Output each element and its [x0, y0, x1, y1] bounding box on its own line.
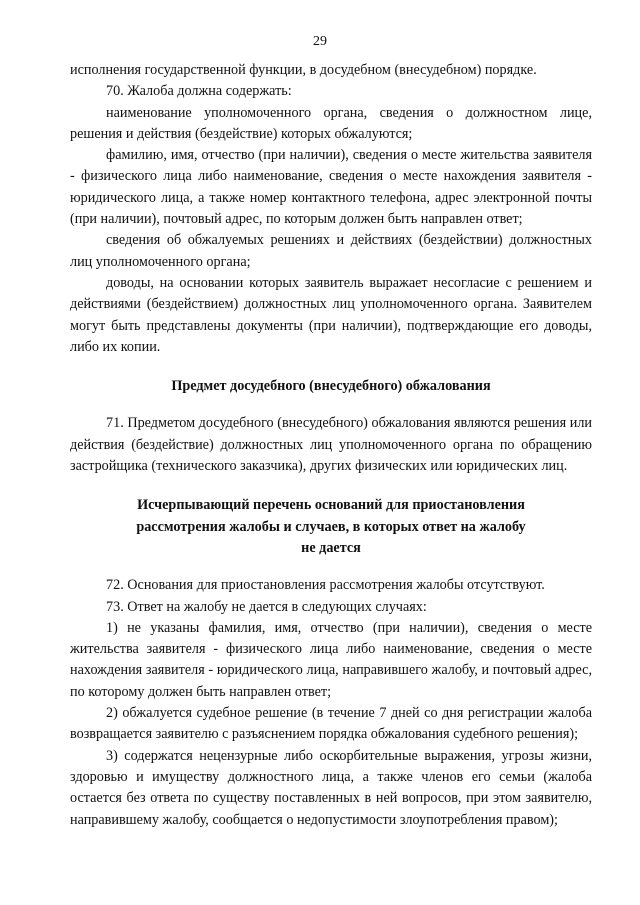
heading-line: рассмотрения жалобы и случаев, в которых ответ на жалобу	[136, 518, 526, 535]
heading-line: Исчерпывающий перечень оснований для приостановления	[137, 497, 525, 514]
paragraph-70-item-1: наименование уполномоченного органа, сведения о должностном лице, решения и действия (бездействие) которых обжалуются;	[70, 104, 592, 142]
section-heading-suspension-grounds	[70, 495, 592, 559]
heading-line: не дается	[301, 539, 361, 556]
paragraph-71: 71. Предметом досудебного (внесудебного) обжалования являются решения или действия (бездействие) должностных лиц уполномоченного органа по обращению застройщика (технического заказчика), других физических или юридических лиц.	[70, 415, 592, 475]
paragraph-73-item-1: 1) не указаны фамилия, имя, отчество (при наличии), сведения о месте жительства заявителя - физического лица либо наименование, сведения о месте нахождения заявителя - юридического лица, направившего жалобу, и почтовый адрес, по которому должен быть направлен ответ;	[70, 619, 592, 700]
paragraph-73: 73. Ответ на жалобу не дается в следующих случаях:	[106, 598, 427, 615]
paragraph-72: 72. Основания для приостановления рассмотрения жалобы отсутствуют.	[106, 577, 545, 594]
paragraph-70: 70. Жалоба должна содержать:	[106, 83, 292, 100]
paragraph-73-item-3: 3) содержатся нецензурные либо оскорбительные выражения, угрозы жизни, здоровью и имуществу должностного лица, а также членов его семьи (жалоба остается без ответа по существу поставленных в ней вопросов, при этом заявителю, направившему жалобу, сообщается о недопустимости злоупотребления правом);	[70, 747, 592, 828]
document-body	[70, 60, 592, 831]
paragraph-70-item-3: сведения об обжалуемых решениях и действиях (бездействии) должностных лиц уполномоченного органа;	[70, 232, 592, 270]
paragraph-continuation: исполнения государственной функции, в досудебном (внесудебном) порядке.	[70, 62, 537, 78]
paragraph-70-item-2: фамилию, имя, отчество (при наличии), сведения о месте жительства заявителя - физического лица либо наименование, сведения о месте нахождения заявителя - юридического лица, а также номер контактного телефона, адрес электронной почты (при наличии), почтовый адрес, по которым должен быть направлен ответ;	[70, 147, 592, 228]
paragraph-73-item-2: 2) обжалуется судебное решение (в течение 7 дней со дня регистрации жалоба возвращается заявителю с разъяснением порядка обжалования судебного решения);	[70, 705, 592, 743]
paragraph-70-item-4: доводы, на основании которых заявитель выражает несогласие с решением и действиями (бездействием) должностных лиц уполномоченного органа. Заявителем могут быть представлены документы (при наличии), подтверждающие его доводы, либо их копии.	[70, 274, 592, 355]
page-number: 29	[313, 34, 327, 49]
section-heading-appeal-subject: Предмет досудебного (внесудебного) обжалования	[171, 378, 491, 395]
